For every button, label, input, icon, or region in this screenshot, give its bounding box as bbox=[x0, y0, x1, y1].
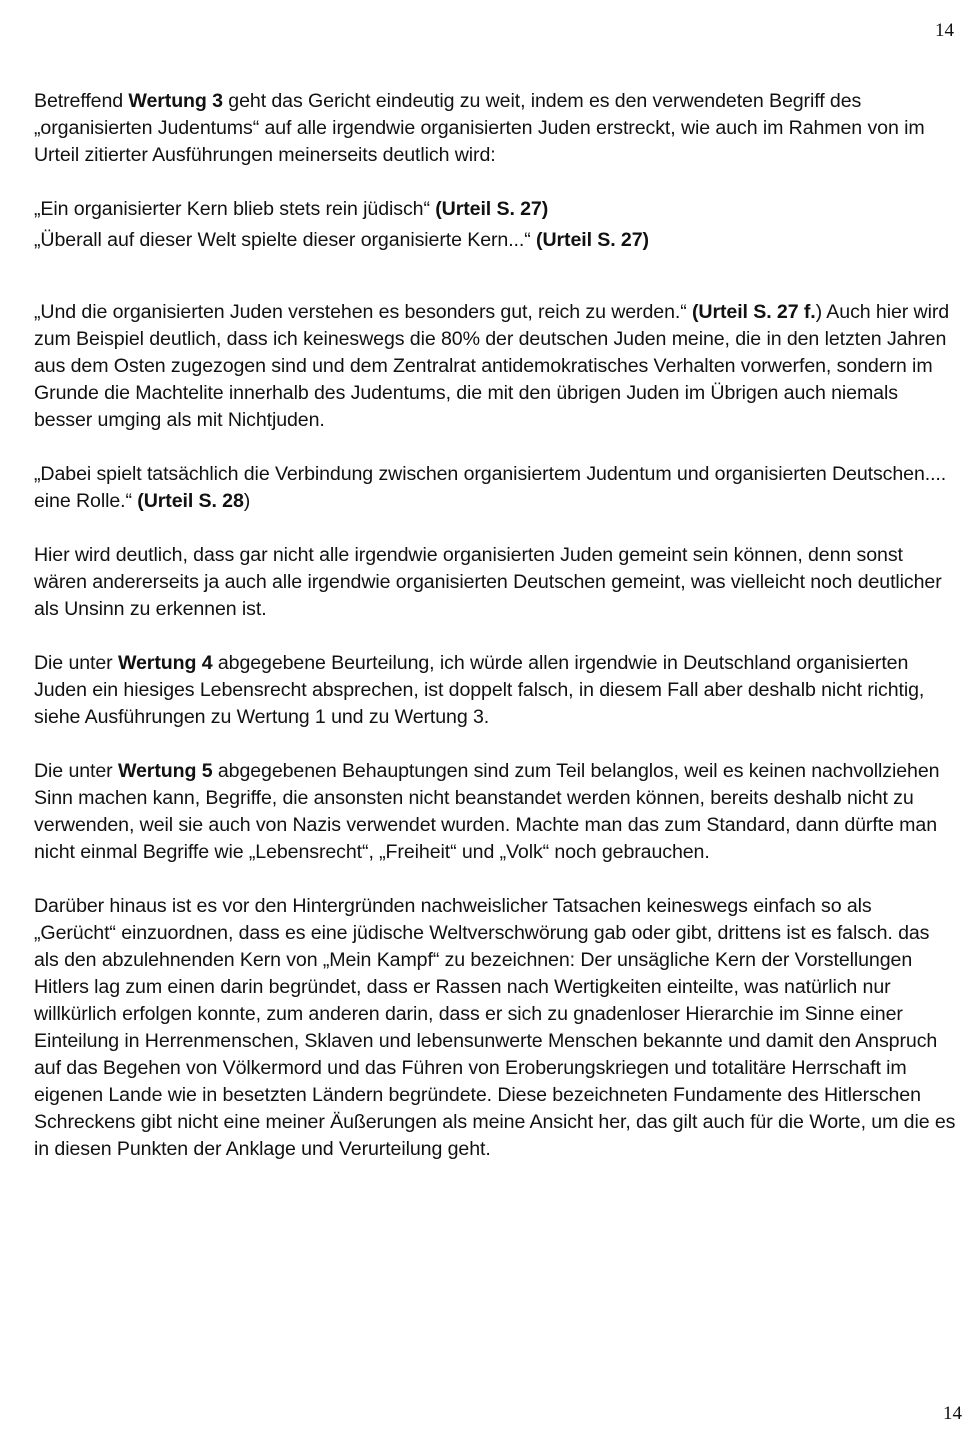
text-run: „Überall auf dieser Welt spielte dieser organisierte Kern...“ bbox=[34, 229, 537, 251]
text-run: geht das Gericht eindeutig zu weit, indem es den verwendeten Begriff des „organisierten Judentums“ auf alle irgendwie organisierten Juden erstreckt, wie auch im Rahmen von im Urteil zitierter Ausführungen meinerseits deutlich wird: bbox=[34, 90, 925, 166]
text-run: ) Auch hier wird zum Beispiel deutlich, dass ich keineswegs die 80% der deutschen Juden meine, die in den letzten Jahren aus dem Osten zugezogen sind und dem Zentralrat antidemokratisches Verhalten vorwerfen, sondern im Grunde die Machtelite innerhalb des Judentums, die mit den übrigen Juden im Übrigen auch niemals besser umging als mit Nichtjuden. bbox=[34, 301, 950, 431]
text-run: ) bbox=[243, 490, 251, 512]
paragraph-wertung-5 bbox=[34, 758, 958, 866]
bold-reference: Wertung 5 bbox=[117, 760, 213, 782]
page-number-top: 14 bbox=[935, 20, 954, 41]
bold-reference: Wertung 3 bbox=[128, 90, 223, 112]
paragraph-deutlich bbox=[34, 542, 958, 623]
text-run: Die unter bbox=[34, 652, 118, 674]
bold-reference: (Urteil S. 27 f. bbox=[691, 301, 816, 323]
quote-urteil-27-b bbox=[34, 227, 958, 254]
text-run: „Und die organisierten Juden verstehen es besonders gut, reich zu werden.“ bbox=[34, 301, 692, 323]
bold-reference: (Urteil S. 28 bbox=[137, 490, 244, 512]
bold-reference: (Urteil S. 27) bbox=[536, 229, 649, 251]
text-run: abgegebenen Behauptungen sind zum Teil belanglos, weil es keinen nachvollziehen Sinn machen kann, Begriffe, die ansonsten nicht beanstandet werden können, bereits deshalb nicht zu verwenden, weil sie auch von Nazis verwendet wurden. Machte man das zum Standard, dann dürfte man nicht einmal Begriffe wie „Lebensrecht“, „Freiheit“ und „Volk“ noch gebrauchen. bbox=[34, 760, 940, 863]
text-run: abgegebene Beurteilung, ich würde allen irgendwie in Deutschland organisierten Juden ein hiesiges Lebensrecht absprechen, ist doppelt falsch, in diesem Fall aber deshalb nicht richtig, siehe Ausführungen zu Wertung 1 und zu Wertung 3. bbox=[34, 652, 925, 728]
quote-urteil-28 bbox=[34, 461, 958, 515]
paragraph-darueber-hinaus bbox=[34, 893, 958, 1163]
paragraph-wertung-3 bbox=[34, 88, 958, 169]
text-run: Hier wird deutlich, dass gar nicht alle irgendwie organisierten Juden gemeint sein können, denn sonst wären andererseits ja auch alle irgendwie organisierten Deutschen gemeint, was vielleicht noch deutlicher als Unsinn zu erkennen ist. bbox=[34, 544, 942, 620]
text-run: „Ein organisierter Kern blieb stets rein jüdisch“ bbox=[34, 198, 436, 220]
quote-urteil-27-a bbox=[34, 196, 958, 223]
document-body bbox=[34, 88, 958, 1190]
text-run: Die unter bbox=[34, 760, 118, 782]
bold-reference: Wertung 4 bbox=[117, 652, 213, 674]
page-number-bottom: 14 bbox=[943, 1403, 962, 1424]
paragraph-urteil-27f bbox=[34, 299, 958, 434]
paragraph-wertung-4 bbox=[34, 650, 958, 731]
bold-reference: (Urteil S. 27) bbox=[435, 198, 549, 220]
text-run: Betreffend bbox=[34, 90, 129, 112]
text-run: Darüber hinaus ist es vor den Hintergründen nachweislicher Tatsachen keineswegs einfach so als „Gerücht“ einzuordnen, dass es eine jüdische Weltverschwörung gab oder gibt, drittens ist es falsch. das als den abzulehnenden Kern von „Mein Kampf“ zu bezeichnen: Der unsägliche Kern der Vorstellungen Hitlers lag zum einen darin begründet, dass er Rassen nach Wertigkeiten einteilte, was natürlich nur willkürlich erfolgen konnte, zum anderen darin, dass er sich zu gnadenloser Hierarchie im Sinne einer Einteilung in Herrenmenschen, Sklaven und lebensunwerte Menschen bekannte und damit den Anspruch auf das Begehen von Völkermord und das Führen von Eroberungskriegen und totalitäre Herrschaft im eigenen Lande wie in besetzten Ländern begründete. Diese bezeichneten Fundamente des Hitlerschen Schreckens gibt nicht eine meiner Äußerungen als meine Ansicht her, das gilt auch für die Worte, um die es in diesen Punkten der Anklage und Verurteilung geht. bbox=[34, 895, 956, 1160]
text-run: „Dabei spielt tatsächlich die Verbindung zwischen organisiertem Judentum und organisierten Deutschen.... eine Rolle.“ bbox=[34, 463, 947, 512]
